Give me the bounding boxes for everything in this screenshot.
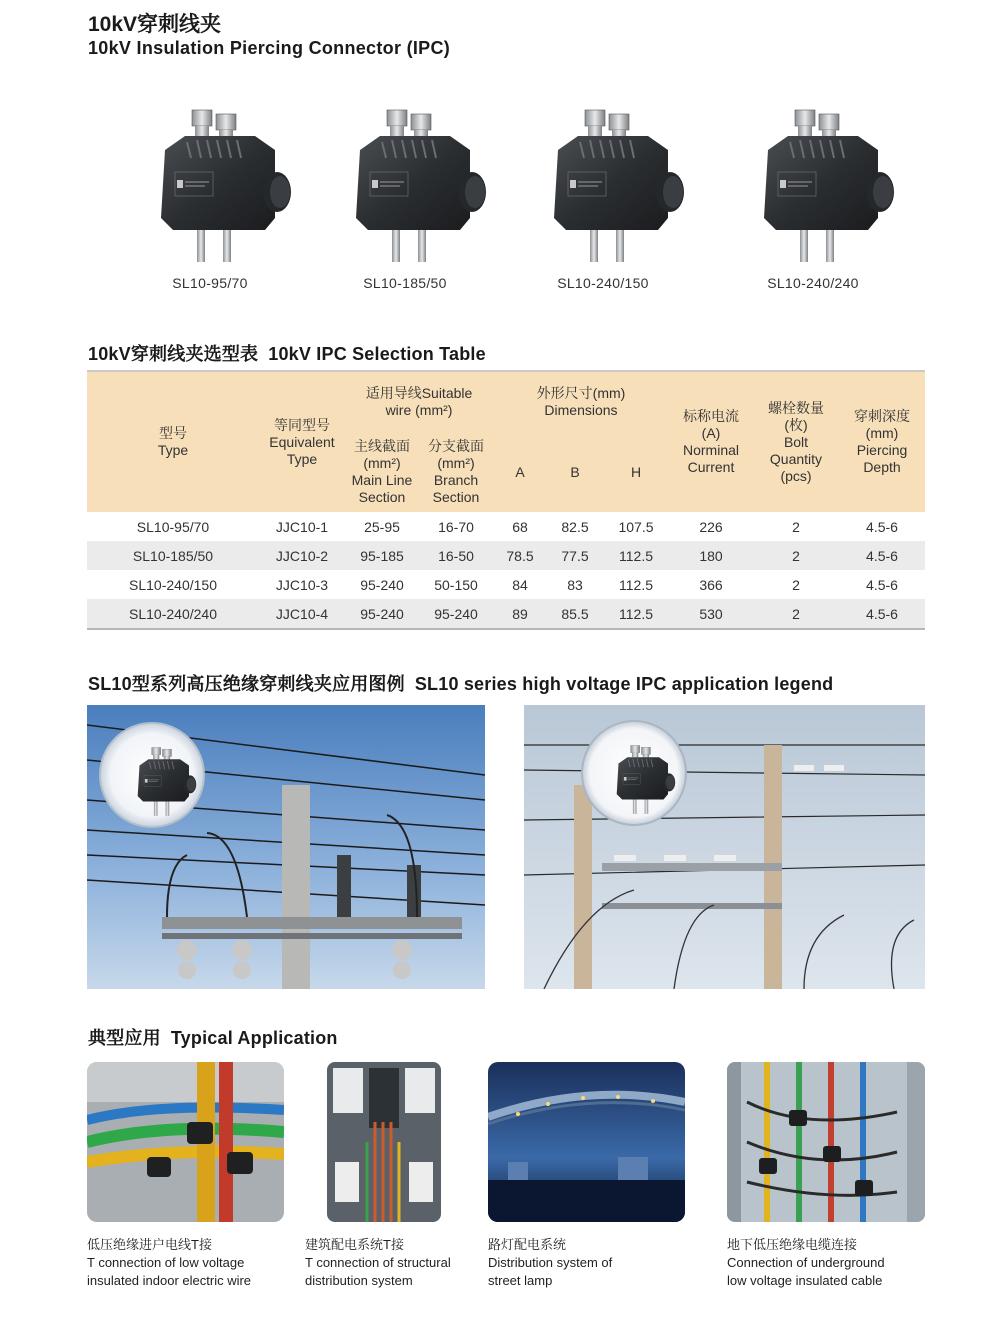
cell-current: 530 [669, 599, 753, 629]
product-card [718, 100, 908, 300]
header-current: 标称电流 (A) Norminal Current [669, 372, 753, 512]
cell-type: SL10-185/50 [87, 541, 259, 570]
cell-equivalent: JJC10-4 [259, 599, 345, 629]
connector-image [310, 100, 500, 270]
cell-type: SL10-240/150 [129, 576, 217, 593]
header-dimensions: 外形尺寸(mm) Dimensions [493, 372, 669, 432]
cell-equivalent: JJC10-3 [275, 576, 329, 593]
cell-bolts: 2 [792, 518, 800, 535]
header-dim-h: H [603, 432, 669, 512]
header-dim-b: B [547, 432, 603, 512]
caption-cn: 路灯配电系统 [488, 1237, 567, 1252]
legend-title [88, 670, 833, 696]
cell-a: 68 [512, 518, 528, 535]
selection-table [87, 372, 925, 630]
header-suitable-wire: 适用导线Suitable wire (mm²) [345, 372, 493, 432]
typical-photo-street-lamp [488, 1062, 685, 1222]
cell-b: 85.5 [547, 599, 603, 629]
cell-type: SL10-240/240 [87, 599, 259, 629]
product-model-label: SL10-240/240 [767, 275, 859, 291]
caption-en-line1: T connection of low voltage [87, 1255, 245, 1270]
cell-branch: 16-70 [438, 518, 474, 535]
legend-title-cn: SL10型系列高压绝缘穿刺线夹应用图例 [88, 674, 405, 694]
product-model-label: SL10-240/150 [557, 275, 649, 291]
cell-h: 112.5 [603, 599, 669, 629]
cell-a: 78.5 [493, 541, 547, 570]
header-dim-a: A [493, 432, 547, 512]
selection-table-title [88, 340, 486, 366]
table-row [87, 570, 925, 599]
cell-depth: 4.5-6 [866, 576, 898, 593]
selection-title-en: 10kV IPC Selection Table [268, 344, 486, 364]
cell-main-line: 95-185 [345, 541, 419, 570]
caption-en-line2: low voltage insulated cable [727, 1273, 883, 1288]
product-model-label: SL10-95/70 [172, 275, 248, 291]
product-card [508, 100, 698, 300]
cell-branch: 95-240 [419, 599, 493, 629]
product-model-label: SL10-185/50 [363, 275, 447, 291]
cell-branch: 50-150 [434, 576, 478, 593]
legend-title-en: SL10 series high voltage IPC application legend [414, 674, 834, 694]
caption-en-line2: distribution system [305, 1273, 413, 1288]
cell-bolts: 2 [792, 576, 800, 593]
cell-bolts: 2 [753, 599, 839, 629]
product-card [310, 100, 500, 300]
typical-photo-indoor-wire [87, 1062, 284, 1222]
typical-title-cn: 典型应用 [88, 1028, 161, 1048]
page-title-cn: 10kV穿刺线夹 [88, 13, 222, 36]
cell-type: SL10-95/70 [136, 518, 210, 535]
typical-caption [727, 1236, 937, 1290]
cell-main-line: 25-95 [364, 518, 400, 535]
caption-en-line2: street lamp [488, 1273, 553, 1288]
cell-b: 83 [567, 576, 583, 593]
cell-h: 107.5 [618, 518, 654, 535]
cell-b: 82.5 [561, 518, 589, 535]
cell-a: 89 [493, 599, 547, 629]
caption-cn: 建筑配电系统T接 [305, 1237, 404, 1252]
product-card [115, 100, 305, 300]
page-title-en: 10kV Insulation Piercing Connector (IPC) [88, 38, 451, 58]
cell-equivalent: JJC10-1 [275, 518, 329, 535]
connector-image [508, 100, 698, 270]
typical-photo-distribution-cabinet [327, 1062, 441, 1222]
header-equivalent: 等同型号 Equivalent Type [259, 372, 345, 512]
caption-en-line1: Connection of underground [727, 1255, 885, 1270]
cell-b: 77.5 [547, 541, 603, 570]
caption-en-line1: Distribution system of [488, 1255, 613, 1270]
cell-a: 84 [512, 576, 528, 593]
typical-title-en: Typical Application [170, 1028, 338, 1048]
cell-h: 112.5 [603, 541, 669, 570]
cell-current: 226 [699, 518, 723, 535]
header-piercing-depth: 穿刺深度 (mm) Piercing Depth [839, 372, 925, 512]
cell-main-line: 95-240 [345, 599, 419, 629]
typical-caption [305, 1236, 515, 1290]
caption-en-line2: insulated indoor electric wire [87, 1273, 252, 1288]
caption-cn: 地下低压绝缘电缆连接 [727, 1237, 858, 1252]
connector-image [718, 100, 908, 270]
cell-bolts: 2 [753, 541, 839, 570]
header-branch: 分支截面 (mm²) Branch Section [419, 432, 493, 512]
caption-cn: 低压绝缘进户电线T接 [87, 1237, 212, 1252]
cell-branch: 16-50 [419, 541, 493, 570]
legend-photo-pole-crossarm [87, 705, 485, 989]
selection-title-cn: 10kV穿刺线夹选型表 [88, 344, 259, 364]
header-bolt-quantity: 螺栓数量 (枚) Bolt Quantity (pcs) [753, 372, 839, 512]
cell-current: 366 [699, 576, 723, 593]
caption-en-line1: T connection of structural [305, 1255, 451, 1270]
cell-depth: 4.5-6 [866, 518, 898, 535]
cell-depth: 4.5-6 [839, 541, 925, 570]
header-type: 型号 Type [87, 372, 259, 512]
connector-image [115, 100, 305, 270]
legend-photo-double-pole [524, 705, 925, 989]
typical-caption [488, 1236, 698, 1290]
table-row [87, 599, 925, 629]
cell-current: 180 [669, 541, 753, 570]
header-main-line: 主线截面 (mm²) Main Line Section [345, 432, 419, 512]
cell-depth: 4.5-6 [839, 599, 925, 629]
typical-title [88, 1024, 338, 1050]
cell-h: 112.5 [619, 576, 653, 593]
typical-photo-underground-cable [727, 1062, 925, 1222]
table-row [87, 512, 925, 541]
typical-caption [87, 1236, 297, 1290]
cell-equivalent: JJC10-2 [259, 541, 345, 570]
table-row [87, 541, 925, 570]
cell-main-line: 95-240 [360, 576, 404, 593]
